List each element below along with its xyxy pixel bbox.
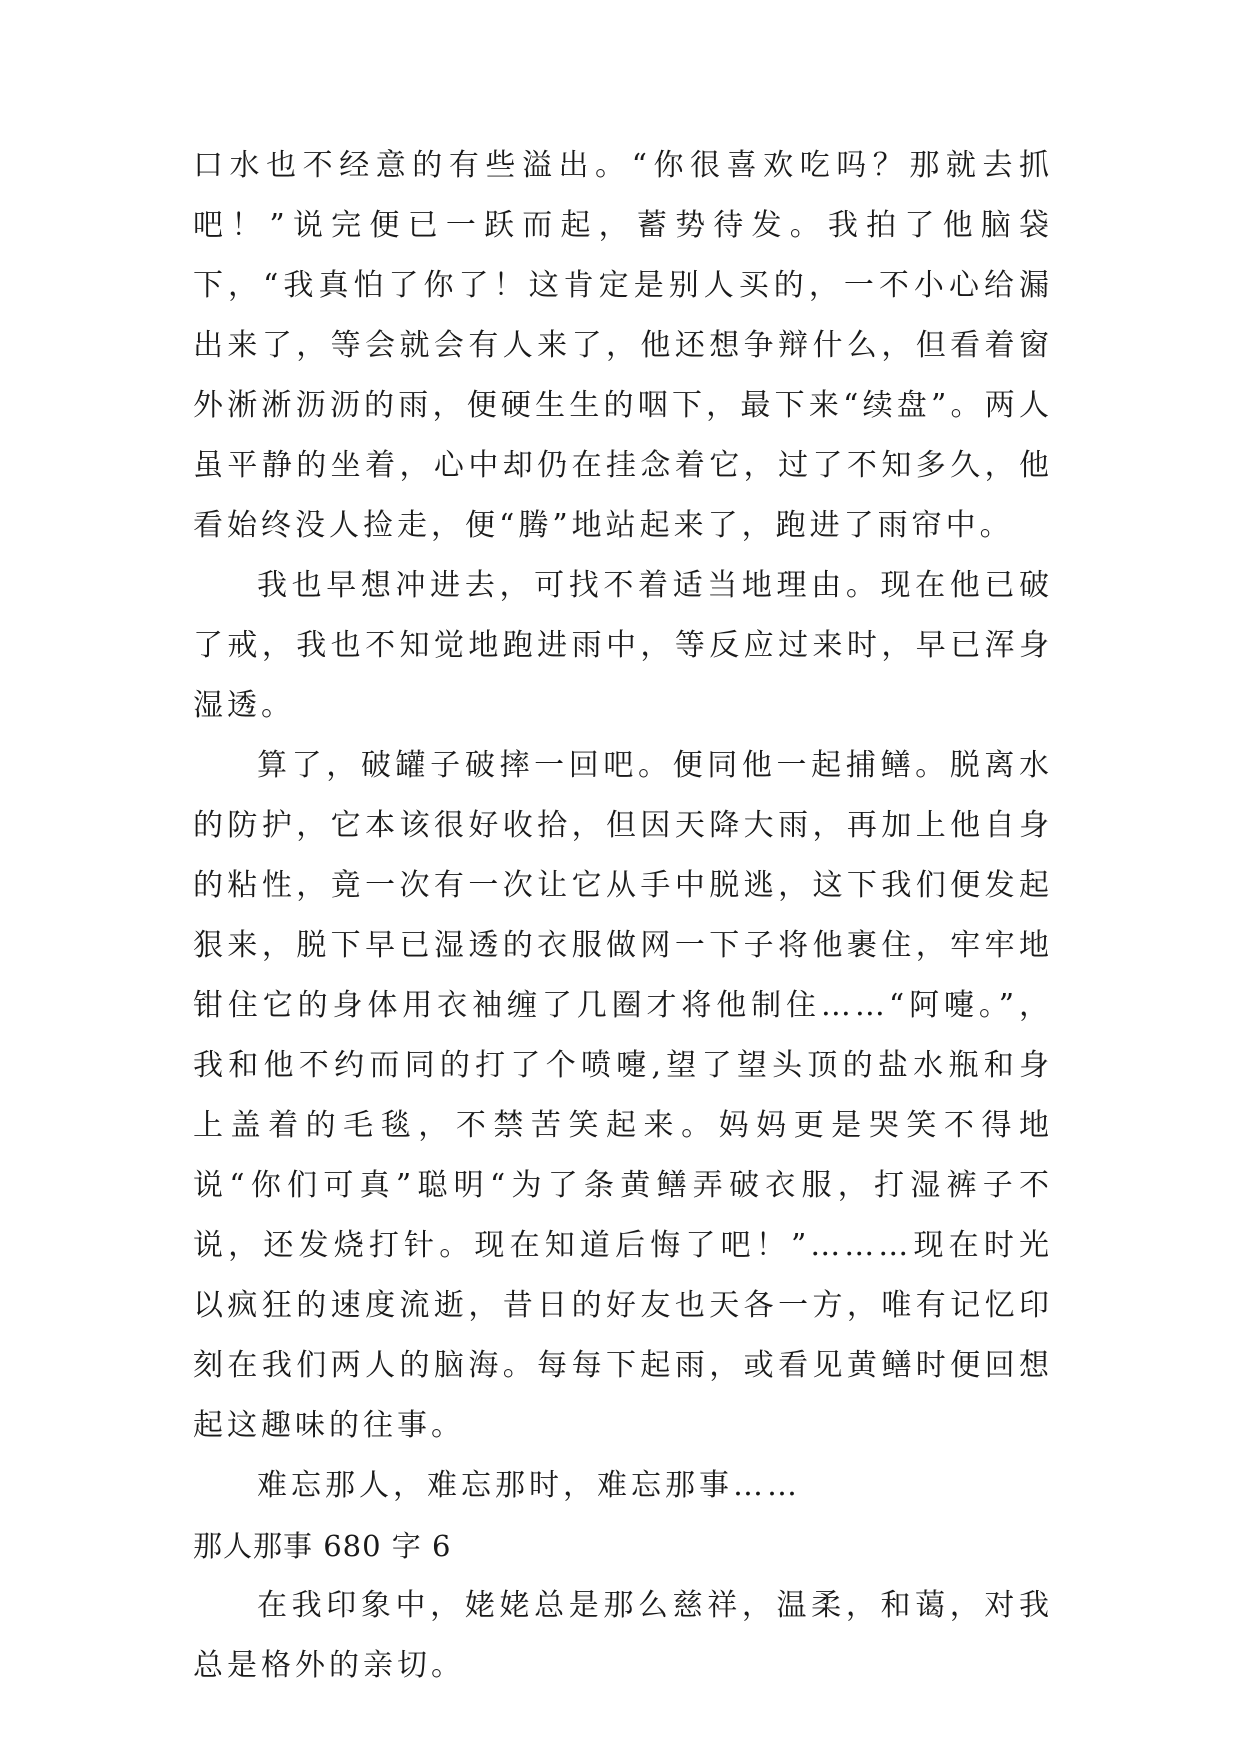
paragraph-continuation: 口水也不经意的有些溢出。“你很喜欢吃吗？那就去抓吧！”说完便已一跃而起，蓄势待发。我拍了他脑袋下，“我真怕了你了！这肯定是别人买的，一不小心给漏出来了，等会就会有人来了，他还想争辩什么，但看着窗外淅淅沥沥的雨，便硬生生的咽下，最下来“续盘”。两人虽平静的坐着，心中却仍在挂念着它，过了不知多久，他看始终没人捡走，便“腾”地站起来了，跑进了雨帘中。 [193, 148, 1053, 543]
paragraph-catching-eel: 算了，破罐子破摔一回吧。便同他一起捕鳝。脱离水的防护，它本该很好收拾，但因天降大雨，再加上他自身的粘性，竟一次有一次让它从手中脱逃，这下我们便发起狠来，脱下早已湿透的衣服做网一下子将他裹住，牢牢地钳住它的身体用衣袖缠了几圈才将他制住……“阿嚏。”，我和他不约而同的打了个喷嚏,望了望头顶的盐水瓶和身上盖着的毛毯，不禁苦笑起来。妈妈更是哭笑不得地说“你们可真”聪明“为了条黄鳝弄破衣服，打湿裤子不说，还发烧打针。现在知道后悔了吧！”………现在时光以疯狂的速度流逝，昔日的好友也天各一方，唯有记忆印刻在我们两人的脑海。每每下起雨，或看见黄鳝时便回想起这趣味的往事。 [193, 748, 1053, 1443]
section-title: 那人那事 680 字 6 [193, 1529, 452, 1563]
document-page [193, 136, 1053, 1696]
paragraph-rush-into-rain: 我也早想冲进去，可找不着适当地理由。现在他已破了戒，我也不知觉地跑进雨中，等反应过来时，早已浑身湿透。 [193, 568, 1053, 723]
paragraph-grandma: 在我印象中，姥姥总是那么慈祥，温柔，和蔼，对我总是格外的亲切。 [193, 1588, 1053, 1683]
paragraph-unforgettable: 难忘那人，难忘那时，难忘那事…… [257, 1468, 801, 1503]
